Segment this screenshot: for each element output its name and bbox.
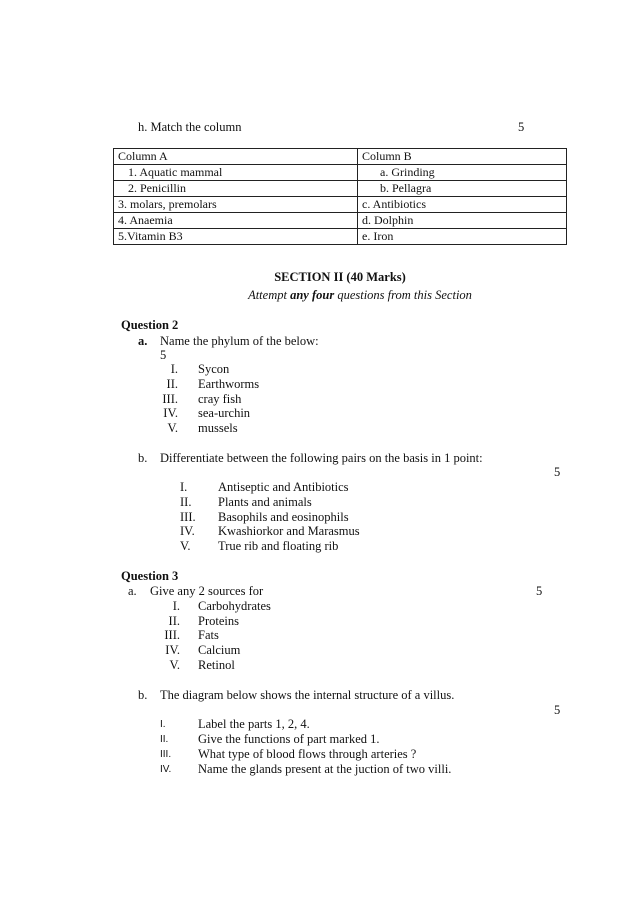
question-3-title: Question 3 [121,569,179,583]
match-heading: h. Match the column [138,120,242,134]
table-row [114,213,567,229]
column-a-header: Column A [114,149,358,165]
list-item: What type of blood flows through arteries ? [198,747,417,761]
column-a-cell: 2. Penicillin [114,181,358,197]
q2-part-a-text: Name the phylum of the below: [160,334,319,348]
list-item: Give the functions of part marked 1. [198,732,380,746]
list-item-number: I. [180,480,188,494]
list-item: Label the parts 1, 2, 4. [198,717,310,731]
list-item-number: V. [167,421,178,435]
list-item: Name the glands present at the juction of two villi. [198,762,452,776]
list-item: Retinol [198,658,235,672]
column-b-cell: b. Pellagra [358,181,567,197]
column-b-cell: a. Grinding [358,165,567,181]
list-item: Carbohydrates [198,599,271,613]
column-b-cell: d. Dolphin [358,213,567,229]
list-item: Kwashiorkor and Marasmus [218,524,360,538]
q3-part-b-label: b. [138,688,148,702]
table-row [114,197,567,213]
list-item-number: III. [180,510,196,524]
q3-part-a-label: a. [128,584,137,598]
q2-part-a-label: a. [138,334,148,348]
list-item: Fats [198,628,219,642]
table-header-row [114,149,567,165]
column-a-cell: 5.Vitamin B3 [114,229,358,245]
list-item-number: IV. [180,524,195,538]
column-b-cell: e. Iron [358,229,567,245]
list-item-number: IV. [160,764,172,775]
list-item-number: I. [170,362,178,376]
list-item-number: II. [160,734,169,745]
list-item-number: II. [180,495,192,509]
list-item: cray fish [198,392,242,406]
q3-part-b-text: The diagram below shows the internal structure of a villus. [160,688,455,702]
q3-part-a-marks: 5 [536,584,543,598]
list-item: True rib and floating rib [218,539,339,553]
q3-part-b-marks: 5 [554,703,561,717]
question-2-title: Question 2 [121,318,179,332]
section-instructions [0,288,638,303]
table-row [114,165,567,181]
list-item-number: IV. [163,406,178,420]
match-marks: 5 [518,120,525,134]
list-item-number: II. [166,377,178,391]
table-row [114,229,567,245]
q2-part-b-marks: 5 [554,465,561,479]
list-item-number: III. [162,392,178,406]
list-item: Earthworms [198,377,260,391]
q2-part-b-text: Differentiate between the following pairs on the basis in 1 point: [160,451,483,465]
list-item: Antiseptic and Antibiotics [218,480,349,494]
list-item: Basophils and eosinophils [218,510,349,524]
list-item-number: I. [160,719,166,730]
column-a-cell: 4. Anaemia [114,213,358,229]
list-item-number: II. [168,614,180,628]
q3-part-a-text: Give any 2 sources for [150,584,264,598]
table-row [114,181,567,197]
list-item: Proteins [198,614,239,628]
column-a-cell: 3. molars, premolars [114,197,358,213]
column-a-cell: 1. Aquatic mammal [114,165,358,181]
list-item-number: V. [180,539,191,553]
list-item: Calcium [198,643,241,657]
list-item: sea-urchin [198,406,251,420]
instructions-emphasis: any four [290,288,335,302]
section-title: SECTION II (40 Marks) [274,270,406,284]
q2-part-b-label: b. [138,451,148,465]
column-b-header: Column B [358,149,567,165]
list-item-number: III. [164,628,180,642]
list-item: Sycon [198,362,230,376]
column-b-cell: c. Antibiotics [358,197,567,213]
list-item-number: I. [172,599,180,613]
list-item: Plants and animals [218,495,312,509]
match-table [113,148,567,245]
list-item-number: III. [160,749,172,760]
list-item-number: V. [169,658,180,672]
q2-part-a-marks: 5 [160,348,167,362]
list-item-number: IV. [165,643,180,657]
list-item: mussels [198,421,238,435]
instructions-text-start: Attempt [248,288,291,302]
instructions-text-end: questions from this Section [334,288,472,302]
